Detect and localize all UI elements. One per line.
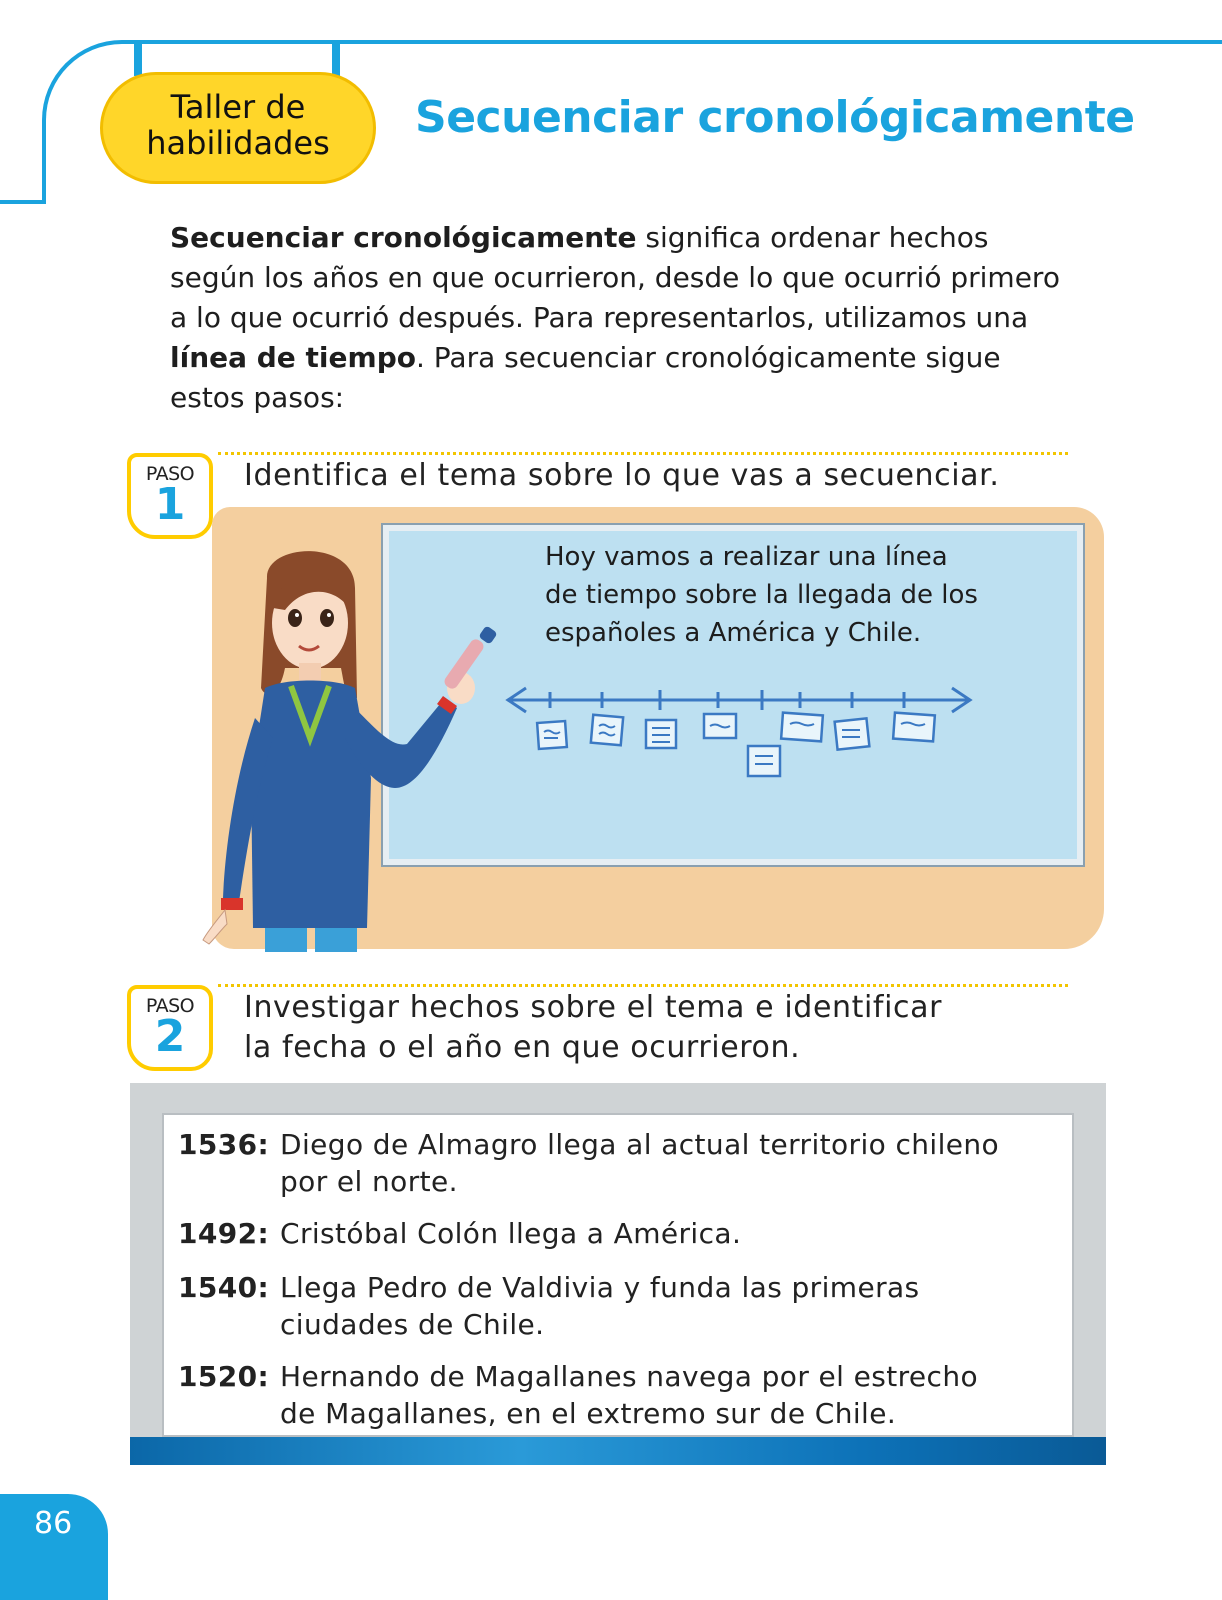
intro-bold-term-2: línea de tiempo xyxy=(170,341,416,374)
header-frame-stub xyxy=(0,200,46,204)
event-item xyxy=(178,1358,1058,1432)
event-description xyxy=(280,1215,1058,1252)
step-2-number: 2 xyxy=(154,1011,186,1062)
teacher-speech xyxy=(545,538,1045,652)
event-line-2: ciudades de Chile. xyxy=(280,1308,545,1341)
step-2-label: PASO xyxy=(145,995,195,1017)
event-line-1: Llega Pedro de Valdivia y funda las primeras xyxy=(280,1271,920,1304)
event-item xyxy=(178,1269,1058,1343)
step-1-number: 1 xyxy=(154,479,186,530)
event-item xyxy=(178,1126,1058,1200)
intro-text-2: . Para secuenciar cronológicamente sigue estos pasos: xyxy=(170,341,1001,414)
event-item xyxy=(178,1215,1058,1252)
page-title: Secuenciar cronológicamente xyxy=(415,92,1135,143)
event-year: 1536: xyxy=(178,1128,270,1161)
step-2-divider xyxy=(218,984,1068,987)
step-2-text-line-1: Investigar hechos sobre el tema e identificar xyxy=(244,990,943,1025)
event-line-2: por el norte. xyxy=(280,1165,458,1198)
whiteboard-timeline-drawing xyxy=(500,680,980,790)
teacher-illustration xyxy=(195,548,525,952)
step-2-text-line-2: la fecha o el año en que ocurrieron. xyxy=(244,1030,801,1065)
intro-bold-term: Secuenciar cronológicamente xyxy=(170,221,637,254)
event-year: 1492: xyxy=(178,1217,270,1250)
event-line-1: Cristóbal Colón llega a América. xyxy=(280,1217,742,1250)
speech-line-1: Hoy vamos a realizar una línea xyxy=(545,542,948,572)
dates-board-strip xyxy=(130,1437,1106,1465)
event-year: 1520: xyxy=(178,1360,270,1393)
step-1-text: Identifica el tema sobre lo que vas a secuenciar. xyxy=(244,458,1000,493)
event-line-1: Hernando de Magallanes navega por el estrecho xyxy=(280,1360,979,1393)
speech-line-2: de tiempo sobre la llegada de los xyxy=(545,580,978,610)
step-2-badge xyxy=(127,985,213,1071)
page-number: 86 xyxy=(0,1494,108,1600)
badge-line-2: habilidades xyxy=(146,124,330,162)
badge-post-left xyxy=(134,40,142,76)
event-description xyxy=(280,1269,1058,1343)
step-1-label: PASO xyxy=(145,463,195,485)
section-badge xyxy=(100,72,376,184)
badge-line-1: Taller de xyxy=(170,88,306,126)
step-2-text xyxy=(244,988,942,1068)
badge-post-right xyxy=(332,40,340,76)
intro-text-1: significa ordenar hechos según los años en que ocurrieron, desde lo que ocurrió primero a lo que ocurrió después. Para representarlos, utilizamos una xyxy=(170,221,1060,334)
event-line-1: Diego de Almagro llega al actual territorio chileno xyxy=(280,1128,1000,1161)
speech-line-3: españoles a América y Chile. xyxy=(545,618,922,648)
step-1-divider xyxy=(218,452,1068,455)
event-line-2: de Magallanes, en el extremo sur de Chile. xyxy=(280,1397,897,1430)
event-year: 1540: xyxy=(178,1271,270,1304)
event-description xyxy=(280,1358,1058,1432)
step-1-badge xyxy=(127,453,213,539)
event-description xyxy=(280,1126,1058,1200)
intro-paragraph xyxy=(170,218,1070,418)
